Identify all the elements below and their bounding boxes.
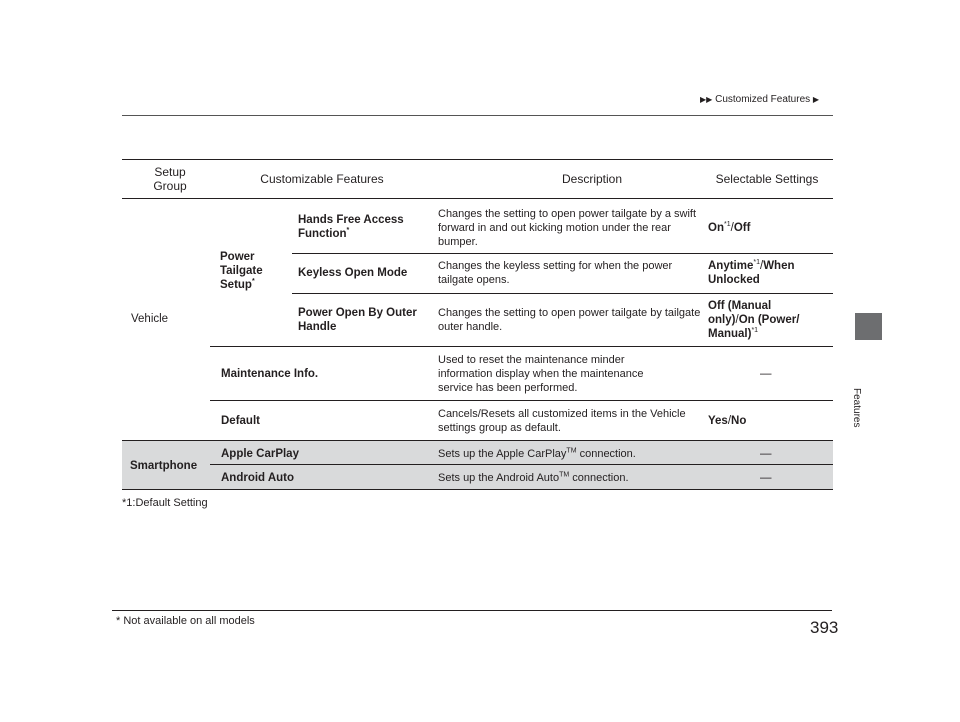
breadcrumb (700, 94, 819, 105)
description-default: Cancels/Resets all customized items in the Vehicle settings group as default. (438, 408, 686, 434)
feature-label: Hands Free Access Function (298, 214, 404, 240)
description-android (438, 471, 708, 485)
asterisk-mark: * (346, 227, 350, 235)
group-vehicle: Vehicle (131, 313, 169, 325)
footer-divider (112, 610, 832, 611)
power-tailgate-setup-label: Power Tailgate Setup (220, 251, 263, 291)
feature-apple-carplay: Apple CarPlay (221, 448, 299, 460)
breadcrumb-label[interactable]: Customized Features (715, 94, 811, 105)
default-setting-footnote: *1:Default Setting (122, 497, 208, 509)
default-mark: *1 (751, 327, 759, 335)
setting-carplay: — (760, 448, 772, 460)
setting-default (708, 414, 746, 428)
table-bottom-rule (122, 489, 833, 490)
setting-outer-handle (708, 299, 818, 341)
chapter-tab-marker[interactable] (855, 313, 882, 340)
description-outer-handle: Changes the setting to open power tailgate by tailgate outer handle. (438, 307, 701, 333)
table-header (122, 160, 833, 198)
setting-option: Yes (708, 415, 728, 427)
availability-footnote: * Not available on all models (116, 615, 255, 627)
default-mark: *1 (753, 259, 760, 267)
row-divider (210, 400, 833, 401)
breadcrumb-arrows-icon: ▶▶ (700, 95, 713, 104)
setting-keyless (708, 259, 828, 287)
description-text: connection. (576, 448, 636, 460)
description-keyless: Changes the keyless setting for when the power tailgate opens. (438, 260, 673, 286)
description-text: Sets up the Android Auto (438, 472, 560, 484)
header-selectable-settings: Selectable Settings (715, 172, 819, 186)
row-divider (292, 293, 833, 294)
chapter-tab-label[interactable]: Features (851, 388, 862, 428)
trademark-mark: TM (566, 447, 577, 455)
feature-hands-free-access (298, 213, 418, 241)
header-setup-group: Setup Group (153, 165, 187, 193)
trademark-mark: TM (559, 471, 570, 479)
setting-separator: / (735, 314, 739, 326)
description-text: Sets up the Apple CarPlay (438, 448, 567, 460)
setting-option: On (708, 222, 724, 234)
page-number: 393 (810, 618, 839, 637)
row-divider (210, 346, 833, 347)
setting-option: No (731, 415, 747, 427)
asterisk-mark: * (251, 278, 255, 286)
setting-option: Anytime (708, 260, 754, 272)
power-tailgate-setup (220, 250, 280, 292)
setting-separator: / (727, 415, 732, 427)
setting-option: When Unlocked (708, 260, 795, 286)
setting-maintenance: — (760, 368, 772, 380)
feature-maintenance-info: Maintenance Info. (221, 368, 319, 380)
setting-option: Off (Manual only) (708, 300, 772, 326)
breadcrumb-end-arrow-icon: ▶ (812, 95, 820, 104)
setting-separator: / (730, 222, 734, 234)
description-text: connection. (569, 472, 629, 484)
description-carplay (438, 447, 708, 461)
table-header-rule (122, 198, 833, 199)
feature-android-auto: Android Auto (221, 472, 295, 484)
header-description: Description (561, 172, 623, 186)
description-hands-free: Changes the setting to open power tailgate by a swift forward in and out kicking motion under the rear bumper. (438, 208, 697, 248)
group-smartphone: Smartphone (130, 460, 198, 472)
feature-default: Default (221, 415, 260, 427)
row-divider (292, 253, 833, 254)
setting-separator: / (760, 260, 764, 272)
header-customizable-features: Customizable Features (260, 172, 384, 186)
default-mark: *1 (723, 221, 731, 229)
setting-android: — (760, 472, 772, 484)
row-divider (210, 464, 833, 465)
feature-power-open-outer-handle: Power Open By Outer Handle (298, 307, 417, 333)
setting-hands-free (708, 221, 828, 235)
description-maintenance: Used to reset the maintenance minder information display when the maintenance service has been performed. (438, 354, 644, 394)
header-divider (122, 115, 833, 116)
setting-option: On (Power/ Manual) (708, 314, 800, 340)
feature-keyless-open-mode: Keyless Open Mode (298, 267, 408, 279)
setting-option: Off (733, 222, 751, 234)
